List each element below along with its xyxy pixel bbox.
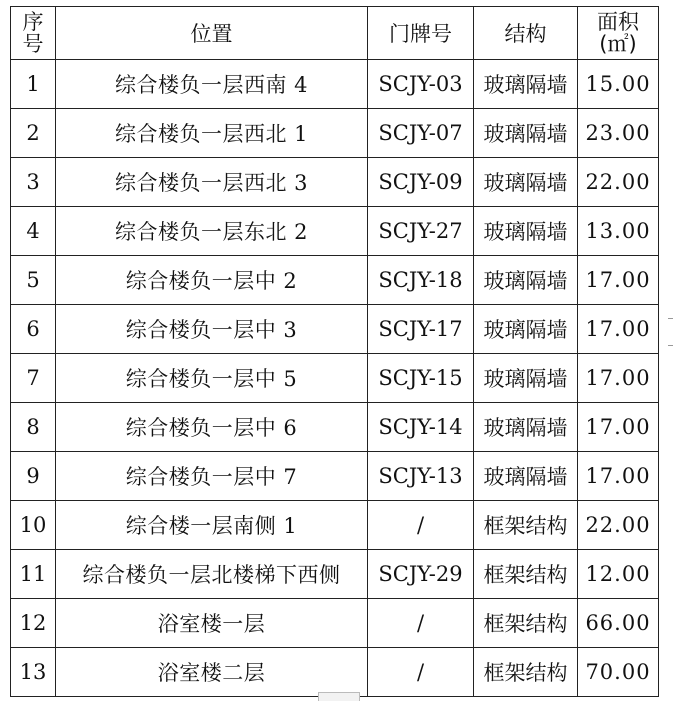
- cell-num: 3: [11, 158, 56, 207]
- cell-num: 12: [11, 599, 56, 648]
- table-row: [11, 648, 659, 697]
- header-num: [11, 7, 56, 60]
- cell-location: 浴室楼一层: [56, 599, 368, 648]
- cell-num: 1: [11, 60, 56, 109]
- table-row: [11, 60, 659, 109]
- cell-structure: 玻璃隔墙: [474, 207, 578, 256]
- cell-door-number: SCJY-07: [368, 109, 474, 158]
- table-body: [11, 60, 659, 697]
- table-row: [11, 550, 659, 599]
- cell-num: 11: [11, 550, 56, 599]
- cell-structure: 玻璃隔墙: [474, 354, 578, 403]
- header-area-label: 面积: [597, 10, 639, 34]
- cell-location: 综合楼负一层北楼梯下西侧: [56, 550, 368, 599]
- table-row: [11, 452, 659, 501]
- cell-door-number: SCJY-13: [368, 452, 474, 501]
- cell-location: 综合楼负一层中 2: [56, 256, 368, 305]
- header-area-unit: (㎡): [599, 32, 637, 56]
- cell-num: 6: [11, 305, 56, 354]
- table-header-row: [11, 7, 659, 60]
- cell-door-number: SCJY-27: [368, 207, 474, 256]
- cell-area: 12.00: [578, 550, 659, 599]
- header-area: [578, 7, 659, 60]
- table-row: [11, 599, 659, 648]
- room-table: [10, 6, 659, 697]
- cell-structure: 玻璃隔墙: [474, 305, 578, 354]
- cell-structure: 玻璃隔墙: [474, 403, 578, 452]
- cell-area: 17.00: [578, 354, 659, 403]
- cell-structure: 玻璃隔墙: [474, 256, 578, 305]
- header-num-char-2: 号: [22, 32, 44, 56]
- table-row: [11, 256, 659, 305]
- cell-location: 综合楼一层南侧 1: [56, 501, 368, 550]
- edge-mark: [668, 345, 673, 346]
- header-num-char-1: 序: [22, 10, 44, 34]
- cell-location: 综合楼负一层中 5: [56, 354, 368, 403]
- cell-location: 综合楼负一层中 7: [56, 452, 368, 501]
- header-door: 门牌号: [368, 7, 474, 60]
- cell-num: 2: [11, 109, 56, 158]
- cell-structure: 玻璃隔墙: [474, 452, 578, 501]
- cell-num: 9: [11, 452, 56, 501]
- cell-structure: 框架结构: [474, 599, 578, 648]
- cell-num: 13: [11, 648, 56, 697]
- cell-door-number: SCJY-14: [368, 403, 474, 452]
- cell-structure: 框架结构: [474, 550, 578, 599]
- cell-area: 15.00: [578, 60, 659, 109]
- cell-area: 17.00: [578, 256, 659, 305]
- cell-area: 70.00: [578, 648, 659, 697]
- cell-num: 4: [11, 207, 56, 256]
- cell-area: 17.00: [578, 305, 659, 354]
- cell-area: 23.00: [578, 109, 659, 158]
- table-row: [11, 403, 659, 452]
- cell-location: 综合楼负一层西北 3: [56, 158, 368, 207]
- cell-door-number: /: [368, 599, 474, 648]
- cell-structure: 框架结构: [474, 648, 578, 697]
- table-row: [11, 207, 659, 256]
- edge-mark: [668, 318, 673, 319]
- header-structure: 结构: [474, 7, 578, 60]
- cell-door-number: SCJY-18: [368, 256, 474, 305]
- table-row: [11, 305, 659, 354]
- cell-structure: 玻璃隔墙: [474, 158, 578, 207]
- cell-structure: 玻璃隔墙: [474, 60, 578, 109]
- header-location: 位置: [56, 7, 368, 60]
- cell-door-number: /: [368, 501, 474, 550]
- cell-location: 综合楼负一层西北 1: [56, 109, 368, 158]
- cell-num: 8: [11, 403, 56, 452]
- cell-area: 13.00: [578, 207, 659, 256]
- cell-num: 5: [11, 256, 56, 305]
- cell-location: 综合楼负一层东北 2: [56, 207, 368, 256]
- cell-door-number: SCJY-17: [368, 305, 474, 354]
- cell-location: 综合楼负一层中 3: [56, 305, 368, 354]
- cell-num: 10: [11, 501, 56, 550]
- table-row: [11, 501, 659, 550]
- cell-area: 66.00: [578, 599, 659, 648]
- cell-area: 22.00: [578, 158, 659, 207]
- cell-location: 综合楼负一层西南 4: [56, 60, 368, 109]
- cell-structure: 框架结构: [474, 501, 578, 550]
- cell-structure: 玻璃隔墙: [474, 109, 578, 158]
- cell-door-number: SCJY-15: [368, 354, 474, 403]
- cell-area: 17.00: [578, 452, 659, 501]
- cell-door-number: SCJY-03: [368, 60, 474, 109]
- cell-num: 7: [11, 354, 56, 403]
- cell-door-number: SCJY-29: [368, 550, 474, 599]
- table-row: [11, 109, 659, 158]
- table-row: [11, 354, 659, 403]
- cell-area: 22.00: [578, 501, 659, 550]
- cell-door-number: /: [368, 648, 474, 697]
- cell-location: 综合楼负一层中 6: [56, 403, 368, 452]
- cell-area: 17.00: [578, 403, 659, 452]
- table-row: [11, 158, 659, 207]
- cell-location: 浴室楼二层: [56, 648, 368, 697]
- cell-door-number: SCJY-09: [368, 158, 474, 207]
